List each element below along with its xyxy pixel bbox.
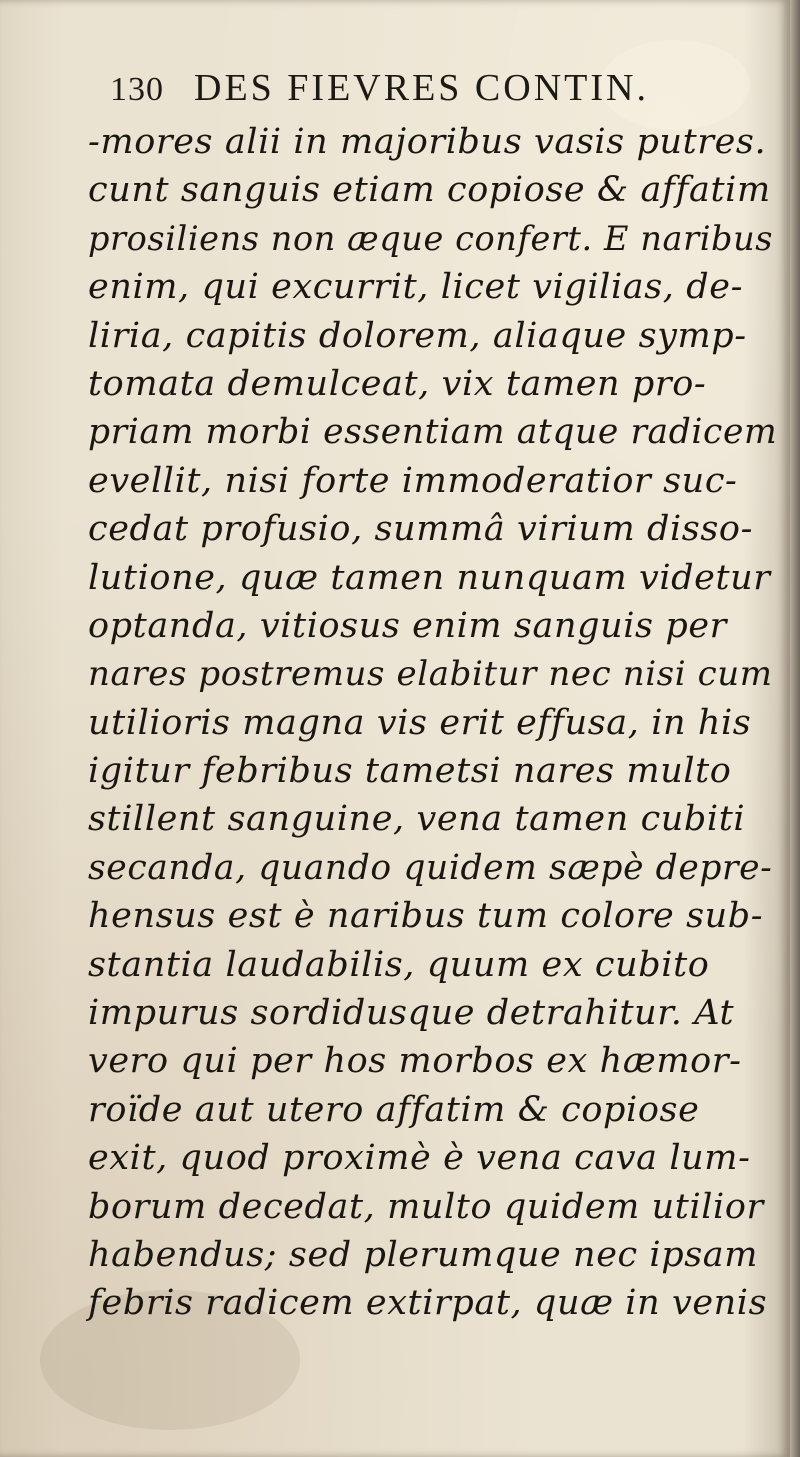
text-line: tomata demulceat, vix tamen pro-: [88, 363, 707, 404]
text-line: febris radicem extirpat, quæ in venis: [88, 1283, 768, 1324]
body-text: [88, 118, 778, 1328]
text-line: stillent sanguine, vena tamen cubiti: [88, 799, 746, 840]
text-line: utilioris magna vis erit effusa, in his: [88, 702, 752, 743]
text-line: borum decedat, multo quidem utilior: [88, 1186, 764, 1227]
text-line: stantia laudabilis, quum ex cubito: [88, 944, 710, 985]
text-line: cedat profusio, summâ virium disso-: [88, 509, 753, 550]
running-head: [110, 66, 710, 116]
text-line: prosiliens non æque confert. E naribus: [88, 218, 774, 258]
text-line: optanda, vitiosus enim sanguis per: [88, 605, 727, 646]
text-line: vero qui per hos morbos ex hæmor-: [88, 1041, 742, 1082]
text-line: -mores alii in majoribus vasis putres.: [88, 122, 767, 162]
text-line: habendus; sed plerumque nec ipsam: [88, 1234, 759, 1275]
text-line: exit, quod proximè è vena cava lum-: [88, 1138, 751, 1179]
text-line: evellit, nisi forte immoderatior suc-: [88, 460, 738, 501]
text-line: enim, qui excurrit, licet vigilias, de-: [88, 267, 743, 308]
text-line: hensus est è naribus tum colore sub-: [88, 896, 764, 937]
running-head-title: DES FIEVRES CONTIN.: [194, 67, 649, 109]
text-line: roïde aut utero affatim & copiose: [88, 1089, 700, 1130]
text-line: liria, capitis dolorem, aliaque symp-: [88, 315, 747, 356]
text-line: impurus sordidusque detrahitur. At: [88, 993, 735, 1034]
text-line: lutione, quæ tamen nunquam videtur: [88, 557, 771, 598]
page-number: 130: [110, 71, 164, 108]
text-line: nares postremus elabitur nec nisi cum: [88, 654, 773, 695]
text-line: igitur febribus tametsi nares multo: [88, 751, 732, 792]
text-line: cunt sanguis etiam copiose & affatim: [88, 170, 771, 211]
page-edge: [790, 0, 800, 1457]
text-line: secanda, quando quidem sæpè depre-: [88, 847, 773, 888]
text-line: priam morbi essentiam atque radicem: [88, 412, 778, 453]
